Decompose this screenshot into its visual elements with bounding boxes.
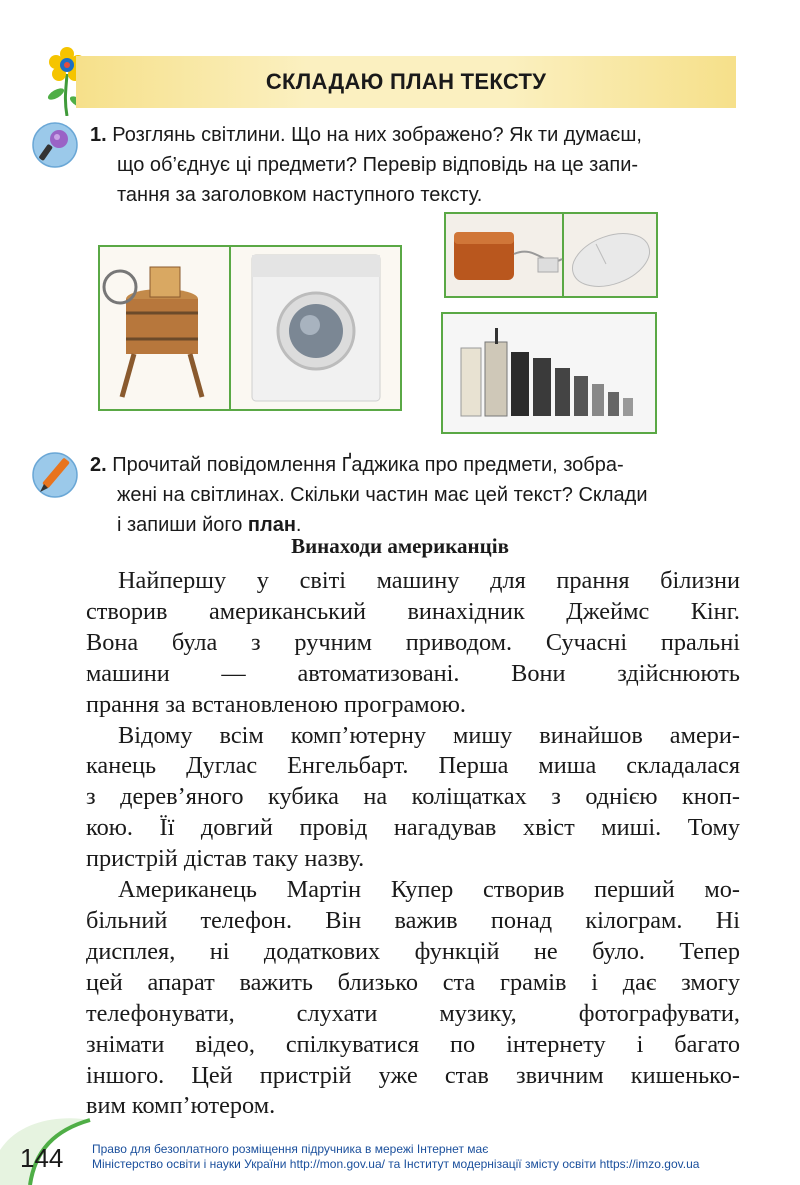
text-line: телефонувати, слухати музику, фотографувати, (86, 999, 740, 1027)
photo-computer-mice (444, 212, 658, 298)
paragraph-3 (86, 875, 740, 1122)
task-text: Прочитай повідомлення Ґаджика про предмети, зобра- (112, 454, 624, 476)
text-line: іншого. Цей пристрій уже став звичним кишенько- (86, 1061, 740, 1089)
task-text: що об’єднує ці предмети? Перевір відповідь на це запи- (117, 154, 639, 176)
text-line: пристрій дістав таку назву. (86, 845, 365, 873)
task-2 (90, 450, 740, 540)
footer-line: Право для безоплатного розміщення підручника в мережі Інтернет має (92, 1142, 489, 1156)
page-number: 144 (20, 1143, 64, 1173)
text-line: цей апарат важить близько ста грамів і дає змогу (86, 968, 740, 996)
text-line: знімати відео, спілкуватися по інтернету і багато (86, 1030, 740, 1058)
footer-line: Міністерство освіти і науки України http://mon.gov.ua/ та Інститут модернізації змісту освіти https://imzo.gov.ua (92, 1157, 700, 1171)
task-text: жені на світлинах. Скільки частин має цей текст? Склади (117, 484, 648, 506)
text-line: Найпершу у світі машину для прання білизни (118, 567, 740, 594)
footer-note (92, 1142, 699, 1172)
text-line: вим комп’ютером. (86, 1092, 276, 1120)
text-line: машини — автоматизовані. Вони здійснюють (86, 659, 740, 687)
task-text: . (295, 514, 302, 536)
microphone-icon (32, 122, 78, 168)
text-line: більний телефон. Він важив понад кілограм. Ні (86, 906, 740, 934)
photo-washing-machines (98, 245, 402, 411)
task-number: 2. (90, 454, 107, 476)
pen-icon (32, 452, 78, 498)
section-title: СКЛАДАЮ ПЛАН ТЕКСТУ (265, 69, 547, 94)
task-1 (90, 120, 740, 210)
text-line: Відому всім комп’ютерну мишу винайшов амери- (118, 721, 740, 749)
text-line: з дерев’яного кубика на коліщатках з однією кноп- (86, 783, 740, 811)
text-line: кою. Її довгий провід нагадував хвіст миші. Тому (86, 814, 740, 842)
photo-mobile-phones (441, 312, 657, 434)
task-text: Розглянь світлини. Що на них зображено? Як ти думаєш, (112, 124, 642, 146)
task-text: тання за заголовком наступного тексту. (117, 184, 483, 206)
text-line: створив американський винахідник Джеймс Кінг. (86, 597, 740, 625)
task-text: і запиши його (117, 514, 248, 536)
text-line: прання за встановленою програмою. (86, 690, 466, 718)
bold-word: план (247, 514, 296, 536)
story-title: Винаходи американців (291, 534, 509, 558)
paragraph-1 (86, 566, 740, 721)
text-line: дисплея, ні додаткових функцій не було. Тепер (86, 937, 740, 965)
paragraph-2 (86, 721, 740, 876)
task-number: 1. (90, 124, 107, 146)
text-line: Вона була з ручним приводом. Сучасні пральні (86, 628, 740, 656)
section-header (76, 56, 736, 108)
text-line: Американець Мартін Купер створив перший мо- (118, 876, 740, 904)
text-line: канець Дуглас Енгельбарт. Перша миша складалася (86, 752, 740, 780)
story-text (86, 566, 740, 1122)
